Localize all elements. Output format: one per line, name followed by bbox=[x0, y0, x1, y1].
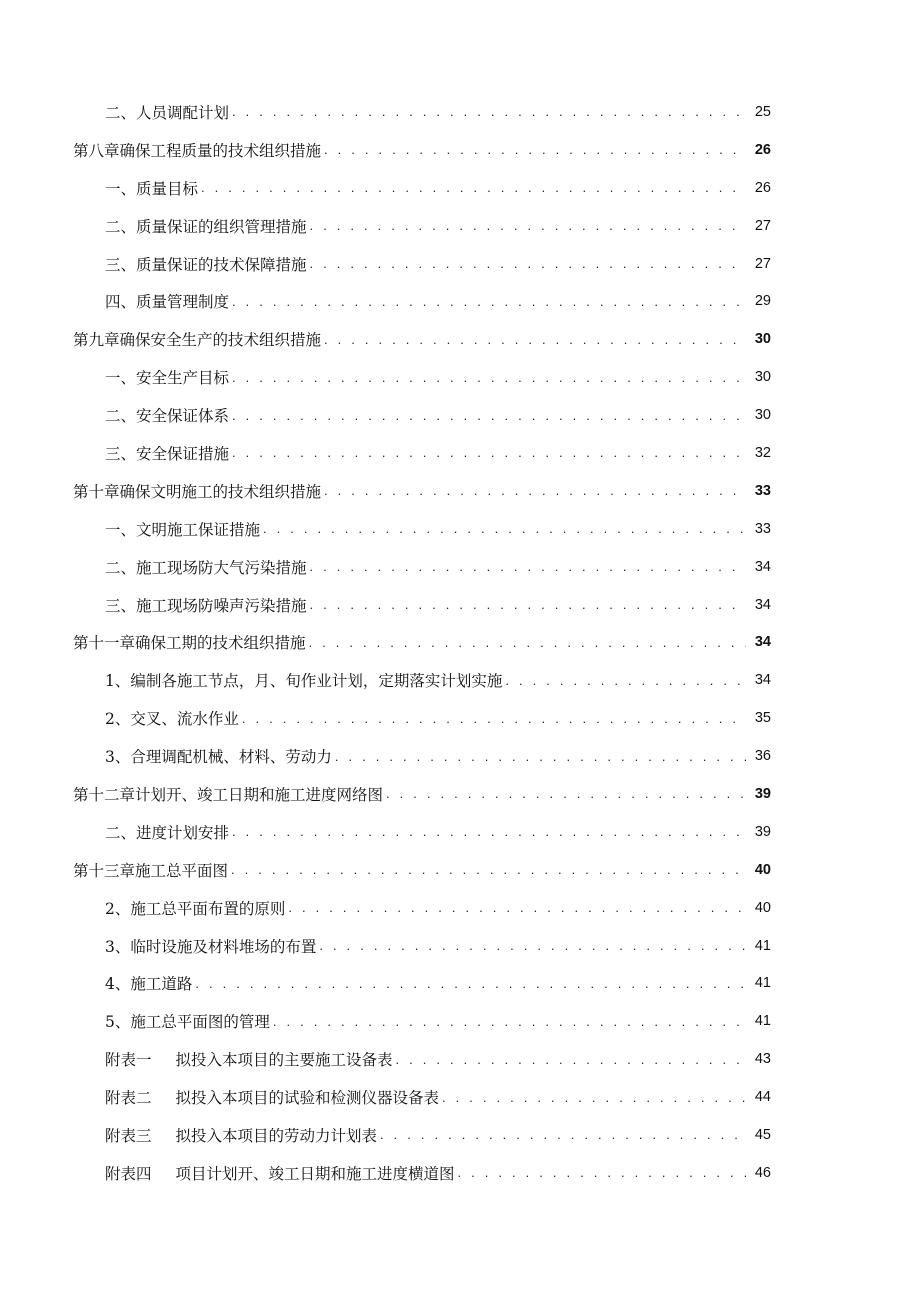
toc-page-number: 39 bbox=[754, 823, 771, 840]
toc-entry-label: 三、施工现场防噪声污染措施 bbox=[105, 596, 307, 615]
toc-entry-label: 三、安全保证措施 bbox=[105, 444, 230, 463]
toc-page-number: 45 bbox=[754, 1126, 771, 1143]
toc-section-entry[interactable] bbox=[0, 889, 920, 927]
toc-chapter-entry[interactable] bbox=[0, 320, 920, 358]
toc-section-entry[interactable] bbox=[0, 1040, 920, 1078]
toc-page-number: 46 bbox=[754, 1164, 771, 1181]
toc-page-number: 27 bbox=[754, 255, 771, 272]
toc-chapter-entry[interactable] bbox=[0, 775, 920, 813]
toc-entry-label: 第十三章施工总平面图 bbox=[73, 861, 229, 880]
toc-page-number: 30 bbox=[754, 331, 771, 348]
toc-entry-label: 第八章确保工程质量的技术组织措施 bbox=[73, 141, 322, 160]
toc-page-number: 39 bbox=[754, 785, 771, 802]
toc-dot-leader bbox=[242, 711, 746, 726]
toc-section-entry[interactable] bbox=[0, 548, 920, 586]
toc-section-entry[interactable] bbox=[0, 396, 920, 434]
toc-page-number: 32 bbox=[754, 444, 771, 461]
toc-dot-leader bbox=[232, 445, 746, 460]
toc-dot-leader bbox=[458, 1165, 746, 1180]
toc-entry-label bbox=[105, 1124, 377, 1146]
toc-section-entry[interactable] bbox=[0, 737, 920, 775]
toc-page-number: 33 bbox=[754, 482, 771, 499]
toc-entry-label: 第十章确保文明施工的技术组织措施 bbox=[73, 482, 322, 501]
toc-page-number: 34 bbox=[754, 672, 771, 689]
toc-dot-leader bbox=[505, 673, 746, 688]
toc-section-entry[interactable] bbox=[0, 510, 920, 548]
toc-appendix-title: 拟投入本项目的主要施工设备表 bbox=[175, 1051, 393, 1070]
toc-dot-leader bbox=[386, 786, 746, 801]
toc-dot-leader bbox=[232, 824, 746, 839]
toc-entry-label: 一、质量目标 bbox=[105, 179, 199, 198]
toc-entry-label: 二、人员调配计划 bbox=[105, 103, 230, 122]
toc-page-number: 41 bbox=[754, 975, 771, 992]
toc-entry-label: 2、施工总平面布置的原则 bbox=[105, 899, 286, 918]
toc-appendix-title: 拟投入本项目的试验和检测仪器设备表 bbox=[175, 1089, 440, 1108]
toc-entry-label bbox=[105, 1086, 439, 1108]
toc-section-entry[interactable] bbox=[0, 699, 920, 737]
toc-dot-leader bbox=[319, 938, 746, 953]
toc-entry-label: 第十一章确保工期的技术组织措施 bbox=[73, 634, 306, 653]
toc-entry-label: 二、安全保证体系 bbox=[105, 407, 230, 426]
toc-entry-label: 3、合理调配机械、材料、劳动力 bbox=[105, 748, 332, 767]
toc-section-entry[interactable] bbox=[0, 358, 920, 396]
toc-dot-leader bbox=[288, 900, 746, 915]
toc-chapter-entry[interactable] bbox=[0, 472, 920, 510]
toc-page-number: 26 bbox=[754, 141, 771, 158]
toc-section-entry[interactable] bbox=[0, 207, 920, 245]
toc-dot-leader bbox=[201, 180, 746, 195]
toc-entry-label: 二、施工现场防大气污染措施 bbox=[105, 558, 307, 577]
toc-page-number: 44 bbox=[754, 1089, 771, 1106]
toc-dot-leader bbox=[310, 597, 746, 612]
toc-section-entry[interactable] bbox=[0, 964, 920, 1002]
toc-dot-leader bbox=[263, 521, 746, 536]
toc-section-entry[interactable] bbox=[0, 661, 920, 699]
toc-appendix-number: 附表一 bbox=[105, 1051, 152, 1070]
toc-dot-leader bbox=[310, 218, 746, 233]
toc-page-number: 27 bbox=[754, 217, 771, 234]
toc-section-entry[interactable] bbox=[0, 169, 920, 207]
toc-section-entry[interactable] bbox=[0, 245, 920, 283]
toc-entry-label: 二、质量保证的组织管理措施 bbox=[105, 217, 307, 236]
toc-page-number: 41 bbox=[754, 937, 771, 954]
toc-entry-label: 四、质量管理制度 bbox=[105, 293, 230, 312]
toc-dot-leader bbox=[335, 749, 746, 764]
toc-entry-label: 二、进度计划安排 bbox=[105, 823, 230, 842]
toc-section-entry[interactable] bbox=[0, 1154, 920, 1192]
toc-dot-leader bbox=[396, 1052, 746, 1067]
toc-dot-leader bbox=[231, 862, 746, 877]
toc-page-number: 29 bbox=[754, 293, 771, 310]
toc-page-number: 34 bbox=[754, 634, 771, 651]
toc-page-number: 30 bbox=[754, 407, 771, 424]
toc-section-entry[interactable] bbox=[0, 434, 920, 472]
toc-page-number: 40 bbox=[754, 899, 771, 916]
toc-dot-leader bbox=[310, 256, 746, 271]
toc-chapter-entry[interactable] bbox=[0, 623, 920, 661]
toc-dot-leader bbox=[324, 332, 746, 347]
toc-section-entry[interactable] bbox=[0, 93, 920, 131]
toc-dot-leader bbox=[380, 1127, 746, 1142]
toc-page-number: 41 bbox=[754, 1013, 771, 1030]
toc-page-number: 34 bbox=[754, 558, 771, 575]
toc-entry-label: 一、文明施工保证措施 bbox=[105, 520, 261, 539]
toc-chapter-entry[interactable] bbox=[0, 851, 920, 889]
toc-appendix-title: 项目计划开、竣工日期和施工进度横道图 bbox=[175, 1164, 455, 1183]
toc-section-entry[interactable] bbox=[0, 1002, 920, 1040]
toc-page-number: 43 bbox=[754, 1051, 771, 1068]
toc-section-entry[interactable] bbox=[0, 1078, 920, 1116]
toc-entry-label bbox=[105, 1048, 393, 1070]
toc-dot-leader bbox=[232, 408, 746, 423]
toc-section-entry[interactable] bbox=[0, 1116, 920, 1154]
toc-section-entry[interactable] bbox=[0, 282, 920, 320]
toc-page-number: 35 bbox=[754, 710, 771, 727]
toc-page-number: 26 bbox=[754, 179, 771, 196]
toc-appendix-number: 附表三 bbox=[105, 1126, 152, 1145]
toc-section-entry[interactable] bbox=[0, 586, 920, 624]
toc-page-number: 30 bbox=[754, 369, 771, 386]
toc-dot-leader bbox=[309, 635, 746, 650]
toc-entry-label: 1、编制各施工节点，月、旬作业计划，定期落实计划实施 bbox=[105, 672, 503, 691]
toc-dot-leader bbox=[442, 1090, 746, 1105]
toc-entry-label bbox=[105, 1162, 455, 1184]
toc-dot-leader bbox=[273, 1014, 746, 1029]
toc-dot-leader bbox=[324, 142, 746, 157]
toc-dot-leader bbox=[232, 104, 746, 119]
toc-entry-label: 三、质量保证的技术保障措施 bbox=[105, 255, 307, 274]
table-of-contents bbox=[0, 93, 920, 1192]
toc-appendix-number: 附表四 bbox=[105, 1164, 152, 1183]
toc-entry-label: 一、安全生产目标 bbox=[105, 369, 230, 388]
toc-dot-leader bbox=[232, 370, 746, 385]
toc-page-number: 36 bbox=[754, 748, 771, 765]
toc-entry-label: 第九章确保安全生产的技术组织措施 bbox=[73, 331, 322, 350]
toc-page-number: 25 bbox=[754, 103, 771, 120]
toc-entry-label: 第十二章计划开、竣工日期和施工进度网络图 bbox=[73, 785, 384, 804]
toc-appendix-number: 附表二 bbox=[105, 1089, 152, 1108]
toc-dot-leader bbox=[195, 976, 746, 991]
toc-entry-label: 4、施工道路 bbox=[105, 975, 193, 994]
toc-entry-label: 2、交叉、流水作业 bbox=[105, 710, 239, 729]
toc-dot-leader bbox=[310, 559, 746, 574]
toc-page-number: 33 bbox=[754, 520, 771, 537]
toc-appendix-title: 拟投入本项目的劳动力计划表 bbox=[175, 1126, 378, 1145]
toc-chapter-entry[interactable] bbox=[0, 131, 920, 169]
toc-dot-leader bbox=[324, 483, 746, 498]
toc-section-entry[interactable] bbox=[0, 813, 920, 851]
toc-entry-label: 3、临时设施及材料堆场的布置 bbox=[105, 937, 317, 956]
toc-page-number: 40 bbox=[754, 861, 771, 878]
toc-page-number: 34 bbox=[754, 596, 771, 613]
toc-dot-leader bbox=[232, 294, 746, 309]
toc-section-entry[interactable] bbox=[0, 927, 920, 965]
toc-entry-label: 5、施工总平面图的管理 bbox=[105, 1013, 270, 1032]
